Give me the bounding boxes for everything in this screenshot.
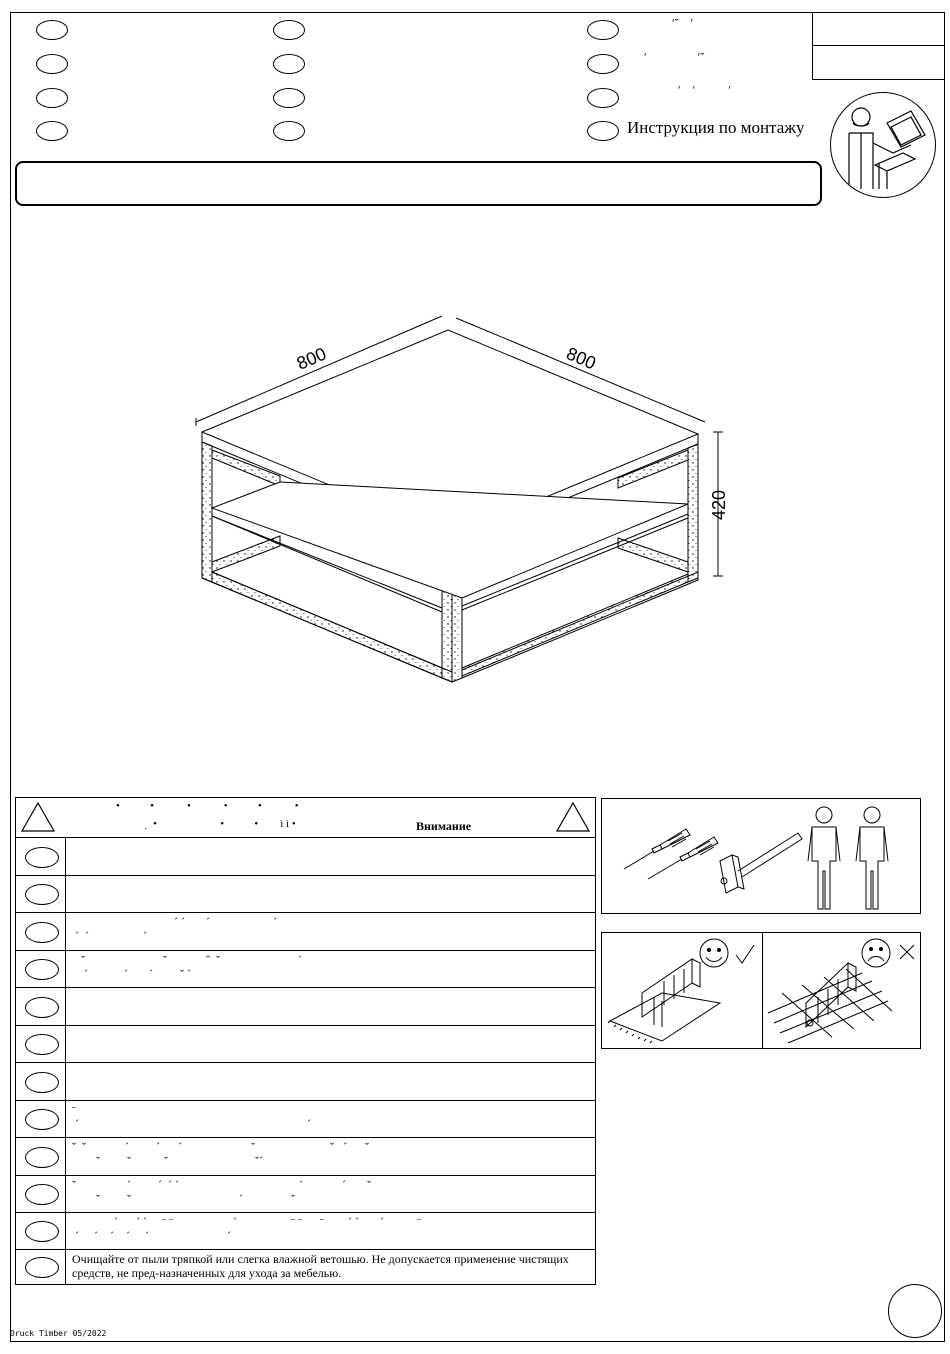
tools-required-box <box>601 798 921 914</box>
language-oval[interactable] <box>25 1147 59 1168</box>
language-oval[interactable] <box>25 1184 59 1205</box>
coffee-table-drawing <box>180 300 740 690</box>
warning-row <box>16 1063 595 1101</box>
warning-text: ˊ ˊ ˊ ¨ ¨ ˊ ¨ ¨ ¨ ˊ ˊ ˊ ¨ ˊ ˊ ˊ ˊ ˊ ˊ <box>75 1215 421 1243</box>
page-number-circle <box>888 1284 942 1338</box>
warning-row <box>16 913 595 951</box>
warning-row <box>16 1213 595 1250</box>
read-instructions-icon <box>830 92 936 198</box>
language-oval[interactable] <box>273 54 305 74</box>
language-oval[interactable] <box>36 88 68 108</box>
warning-header-marks: ˏ • • • ì ì • <box>144 818 296 830</box>
language-oval[interactable] <box>25 1109 59 1130</box>
correct-surface-illustration <box>608 939 754 1043</box>
hammer-icon <box>720 833 802 893</box>
depth-dimension: 800 <box>563 343 599 374</box>
warning-text: ¨ ˊ ˊ <box>72 1103 311 1131</box>
language-oval[interactable] <box>36 20 68 40</box>
language-oval[interactable] <box>25 847 59 868</box>
warnings-header <box>16 798 595 838</box>
warning-text: ˊ ˊ ˊ ˊ ˊ ˊ ˊ <box>75 915 277 943</box>
language-oval[interactable] <box>36 54 68 74</box>
warnings-table <box>15 797 596 1285</box>
check-icon <box>736 945 754 963</box>
warning-row <box>16 988 595 1026</box>
print-info: Druck Timber 05/2022 <box>10 1329 107 1338</box>
warning-row <box>16 1101 595 1138</box>
language-oval[interactable] <box>587 121 619 141</box>
language-oval[interactable] <box>273 88 305 108</box>
height-dimension: 420 <box>709 489 729 520</box>
warning-triangle-icon <box>555 801 591 833</box>
language-marks: ʹ ʹˇ <box>644 50 705 64</box>
language-oval[interactable] <box>273 121 305 141</box>
warning-header-marks: • • • • • • <box>116 800 299 812</box>
warning-text: Очищайте от пыли тряпкой или слегка влажной ветошью. Не допускается применение чистящих средств, не пред-назначенных для ухода за мебелью. <box>72 1252 569 1280</box>
warning-row <box>16 1138 595 1176</box>
language-oval[interactable] <box>25 1221 59 1242</box>
warning-label: Внимание <box>416 819 472 833</box>
language-oval[interactable] <box>25 1072 59 1093</box>
person-icon <box>856 807 888 909</box>
language-oval[interactable] <box>25 959 59 980</box>
warning-row <box>16 1026 595 1063</box>
language-oval[interactable] <box>36 121 68 141</box>
language-oval[interactable] <box>587 54 619 74</box>
screwdriver-phillips-icon <box>648 837 718 879</box>
language-oval[interactable] <box>25 997 59 1018</box>
language-oval[interactable] <box>587 88 619 108</box>
warning-text: ˇ ˇ ˝ ˇ ˊ ˊ ˊ ˊ ˇ ˊ <box>81 953 302 981</box>
warning-row <box>16 951 595 988</box>
language-marks: ʹ ʹ ʹ <box>678 83 731 97</box>
product-title-box <box>15 161 822 206</box>
warning-row <box>16 838 595 876</box>
article-code-box <box>812 12 945 80</box>
warning-row <box>16 1250 595 1284</box>
language-oval[interactable] <box>25 1257 59 1278</box>
warning-triangle-icon <box>20 801 56 833</box>
warning-row <box>16 876 595 913</box>
assembly-surface-box <box>601 932 921 1049</box>
language-oval[interactable] <box>25 1034 59 1055</box>
language-oval[interactable] <box>25 922 59 943</box>
person-icon <box>808 807 840 909</box>
screwdriver-flat-icon <box>624 829 690 869</box>
language-marks: ʹˇ ʹ <box>672 16 694 30</box>
language-oval[interactable] <box>273 20 305 40</box>
language-oval[interactable] <box>25 884 59 905</box>
wrong-surface-illustration <box>768 939 914 1043</box>
warning-text: ˇ ˇ ˊ ˊ ˊ ˇ ˇ ˊ ˇ ˇ ˇ ˇ ˇˊ <box>72 1140 369 1168</box>
width-dimension: 800 <box>293 343 330 374</box>
language-oval[interactable] <box>587 20 619 40</box>
language-label: Инструкция по монтажу <box>627 118 805 137</box>
cross-icon <box>900 945 914 959</box>
warning-text: ˇ ˊ ˊ ˊ ˊ ˊ ˊ ˇ ˇ ˇ ˊ ˇ <box>72 1178 371 1206</box>
warning-row <box>16 1176 595 1213</box>
